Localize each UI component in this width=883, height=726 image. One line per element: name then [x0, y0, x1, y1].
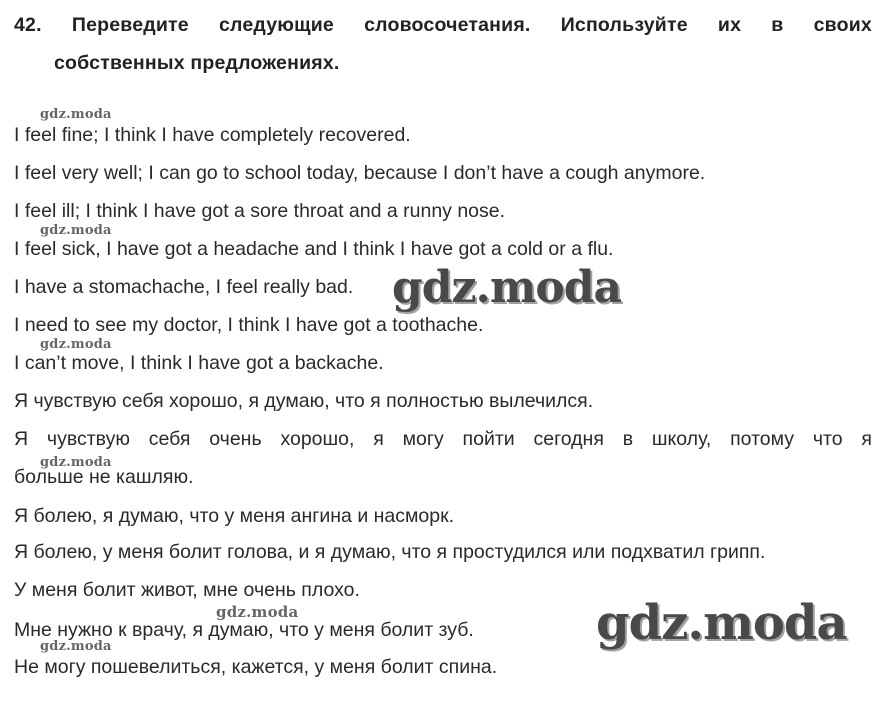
english-sentence-7: I can’t move, I think I have got a backache. — [14, 352, 384, 374]
word: себя — [148, 428, 191, 450]
word: что — [812, 428, 843, 450]
task-word: в — [771, 14, 784, 36]
word: в — [622, 428, 634, 450]
word: чувствую — [46, 428, 130, 450]
task-heading — [14, 6, 872, 82]
word: школу, — [651, 428, 712, 450]
watermark-large: gdz.moda — [596, 595, 847, 651]
task-word: Переведите — [71, 14, 189, 36]
word: я — [373, 428, 384, 450]
word: я — [861, 428, 872, 450]
russian-sentence-7: Не могу пошевелиться, кажется, у меня болит спина. — [14, 656, 498, 678]
word: очень — [209, 428, 262, 450]
word: пойти — [462, 428, 515, 450]
watermark-small: gdz.moda — [40, 455, 112, 470]
english-sentence-1: I feel fine; I think I have completely recovered. — [14, 124, 411, 146]
russian-sentence-5: У меня болит живот, мне очень плохо. — [14, 579, 360, 601]
russian-sentence-4: Я болею, у меня болит голова, и я думаю, что я простудился или подхватил грипп. — [14, 541, 766, 563]
task-number: 42. — [14, 14, 42, 36]
task-word: Используйте — [560, 14, 688, 36]
russian-sentence-2 — [14, 420, 872, 496]
russian-sentence-2-line2: больше не кашляю. — [14, 466, 194, 488]
russian-sentence-1: Я чувствую себя хорошо, я думаю, что я полностью вылечился. — [14, 390, 594, 412]
word: могу — [402, 428, 444, 450]
english-sentence-5: I have a stomachache, I feel really bad. — [14, 276, 354, 298]
watermark-small: gdz.moda — [40, 107, 112, 122]
english-sentence-4: I feel sick, I have got a headache and I think I have got a cold or a flu. — [14, 238, 614, 260]
word: Я — [14, 428, 29, 450]
task-word: своих — [813, 14, 872, 36]
task-word: следующие — [218, 14, 334, 36]
watermark-small: gdz.moda — [216, 603, 299, 621]
word: сегодня — [533, 428, 604, 450]
task-heading-line1 — [14, 6, 872, 44]
task-heading-line2: собственных предложениях. — [54, 52, 340, 74]
english-sentence-2: I feel very well; I can go to school today, because I don’t have a cough anymore. — [14, 162, 706, 184]
watermark-small: gdz.moda — [40, 337, 112, 352]
russian-sentence-6: Мне нужно к врачу, я думаю, что у меня болит зуб. — [14, 619, 474, 641]
watermark-small: gdz.moda — [40, 223, 112, 238]
russian-sentence-2-line1 — [14, 420, 872, 458]
watermark-large: gdz.moda — [392, 262, 622, 313]
task-word: их — [717, 14, 742, 36]
task-word: словосочетания. — [364, 14, 531, 36]
english-sentence-3: I feel ill; I think I have got a sore throat and a runny nose. — [14, 200, 506, 222]
russian-sentence-3: Я болею, я думаю, что у меня ангина и насморк. — [14, 505, 455, 527]
word: хорошо, — [280, 428, 355, 450]
watermark-small: gdz.moda — [40, 639, 112, 654]
word: потому — [730, 428, 795, 450]
english-sentence-6: I need to see my doctor, I think I have got a toothache. — [14, 314, 484, 336]
